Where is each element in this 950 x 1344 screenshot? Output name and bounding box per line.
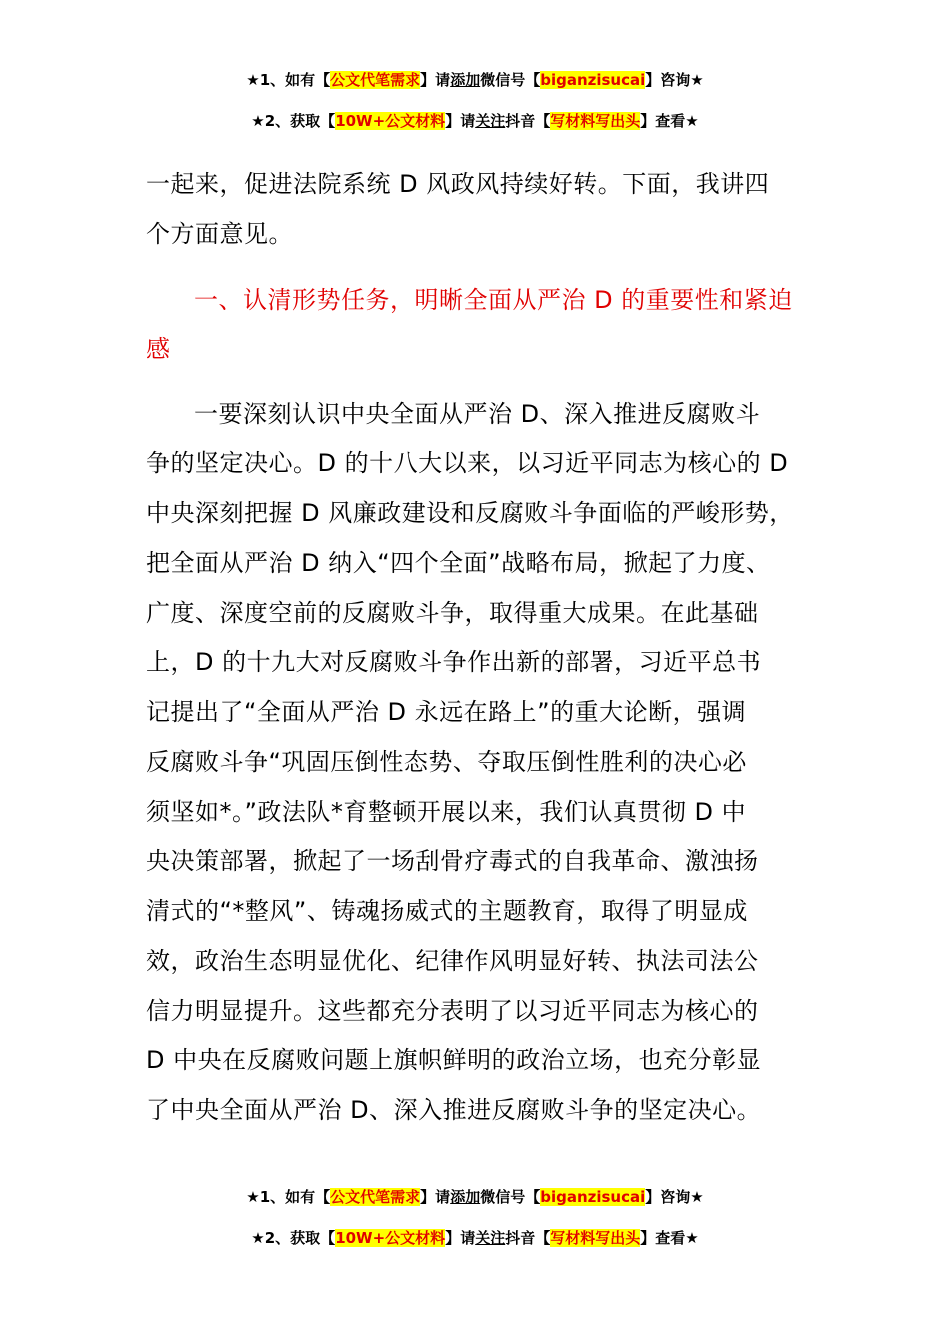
banner-text: 微信号【: [480, 1188, 541, 1206]
paragraph-line: 须坚如*。”政法队*育整顿开展以来，我们认真贯彻 D 中: [146, 798, 747, 826]
section-heading: 一、认清形势任务，明晰全面从严治 D 的重要性和紧迫: [194, 286, 793, 314]
banner-underlined-word: 添加: [450, 71, 481, 89]
paragraph-line: 清式的“*整风”、铸魂扬威式的主题教育，取得了明显成: [146, 897, 748, 925]
paragraph-line: 记提出了“全面从严治 D 永远在路上”的重大论断，强调: [146, 698, 747, 726]
banner-highlight-account: 写材料写出头: [550, 112, 641, 130]
paragraph-line: 上，D 的十九大对反腐败斗争作出新的部署，习近平总书: [146, 648, 762, 676]
banner-highlight-materials: 10W+公文材料: [335, 1229, 446, 1247]
banner-text: 微信号【: [480, 71, 541, 89]
intro-line: 个方面意见。: [146, 220, 293, 248]
banner-highlight-materials: 10W+公文材料: [335, 112, 446, 130]
banner-highlight-service: 公文代笔需求: [330, 71, 421, 89]
banner-highlight-wechat-id: biganzisucai: [540, 71, 646, 89]
paragraph-line: 反腐败斗争“巩固压倒性态势、夺取压倒性胜利的决心必: [146, 748, 747, 776]
paragraph-line: 了中央全面从严治 D、深入推进反腐败斗争的坚定决心。: [146, 1096, 762, 1124]
banner-text: 】请: [420, 71, 451, 89]
section-heading: 感: [146, 335, 171, 363]
paragraph-line: 一要深刻认识中央全面从严治 D、深入推进反腐败斗: [194, 400, 761, 428]
banner-suffix: 】咨询★: [645, 71, 704, 89]
banner-text: 抖音【: [505, 112, 551, 130]
paragraph-line: 中央深刻把握 D 风廉政建设和反腐败斗争面临的严峻形势，: [146, 499, 794, 527]
paragraph-line: 效，政治生态明显优化、纪律作风明显好转、执法司法公: [146, 947, 759, 975]
banner-highlight-service: 公文代笔需求: [330, 1188, 421, 1206]
banner-highlight-account: 写材料写出头: [550, 1229, 641, 1247]
paragraph-line: 广度、深度空前的反腐败斗争，取得重大成果。在此基础: [146, 599, 759, 627]
paragraph-line: 央决策部署，掀起了一场刮骨疗毒式的自我革命、激浊扬: [146, 847, 759, 875]
banner-suffix: 】咨询★: [645, 1188, 704, 1206]
banner-text: 】请: [420, 1188, 451, 1206]
header-banner-line-1: [0, 70, 950, 90]
intro-line: 一起来，促进法院系统 D 风政风持续好转。下面，我讲四: [146, 170, 770, 198]
banner-suffix: 】查看★: [640, 112, 699, 130]
banner-text: 】请: [445, 112, 476, 130]
footer-banner-line-1: [0, 1187, 950, 1207]
banner-prefix: ★2、获取【: [251, 112, 336, 130]
banner-highlight-wechat-id: biganzisucai: [540, 1188, 646, 1206]
banner-prefix: ★2、获取【: [251, 1229, 336, 1247]
banner-prefix: ★1、如有【: [246, 1188, 331, 1206]
paragraph-line: 争的坚定决心。D 的十八大以来，以习近平同志为核心的 D: [146, 449, 789, 477]
paragraph-line: 信力明显提升。这些都充分表明了以习近平同志为核心的: [146, 997, 759, 1025]
banner-text: 抖音【: [505, 1229, 551, 1247]
header-banner-line-2: [0, 111, 950, 131]
banner-prefix: ★1、如有【: [246, 71, 331, 89]
banner-underlined-word: 关注: [475, 112, 506, 130]
footer-banner-line-2: [0, 1228, 950, 1248]
banner-suffix: 】查看★: [640, 1229, 699, 1247]
banner-underlined-word: 关注: [475, 1229, 506, 1247]
paragraph-line: D 中央在反腐败问题上旗帜鲜明的政治立场，也充分彰显: [146, 1046, 762, 1074]
paragraph-line: 把全面从严治 D 纳入“四个全面”战略布局，掀起了力度、: [146, 549, 771, 577]
banner-text: 】请: [445, 1229, 476, 1247]
banner-underlined-word: 添加: [450, 1188, 481, 1206]
